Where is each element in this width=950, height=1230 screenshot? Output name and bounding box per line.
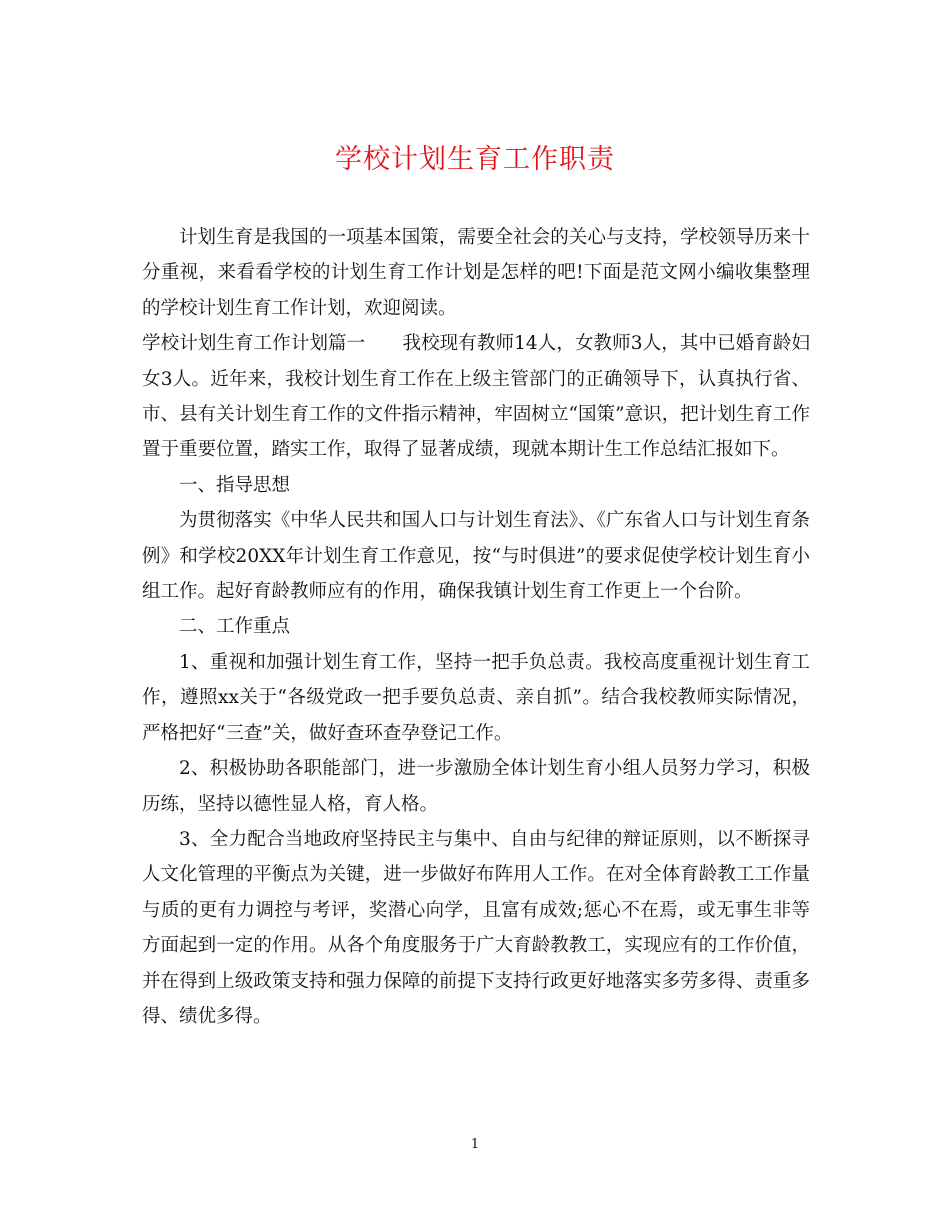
intro-paragraph: 计划生育是我国的一项基本国策，需要全社会的关心与支持，学校领导历来十分重视，来看看学校的计划生育工作计划是怎样的吧!下面是范文网小编收集整理的学校计划生育工作计划，欢迎阅读。 <box>142 227 810 319</box>
key-work-item-1: 1、重视和加强计划生育工作，坚持一把手负总责。我校高度重视计划生育工作，遵照xx关于“各级党政一把手要负总责、亲自抓”。结合我校教师实际情况，严格把好“三查”关，做好查环查孕登记工作。 <box>142 651 810 744</box>
guiding-idea-paragraph: 为贯彻落实《中华人民共和国人口与计划生育法》、《广东省人口与计划生育条例》和学校20XX年计划生育工作意见，按“与时俱进”的要求促使学校计划生育小组工作。起好育龄教师应有的作用，确保我镇计划生育工作更上一个台阶。 <box>142 510 810 603</box>
document-title: 学校计划生育工作职责 <box>335 144 615 175</box>
key-work-item-2: 2、积极协助各职能部门，进一步激励全体计划生育小组人员努力学习，积极历练，坚持以德性显人格，育人格。 <box>142 758 810 815</box>
plan-paragraph: 学校计划生育工作计划篇一 我校现有教师14人，女教师3人，其中已婚育龄妇女3人。近年来，我校计划生育工作在上级主管部门的正确领导下，认真执行省、市、县有关计划生育工作的文件指示精神，牢固树立“国策”意识，把计划生育工作置于重要位置，踏实工作，取得了显著成绩，现就本期计生工作总结汇报如下。 <box>142 333 810 461</box>
key-work-item-3: 3、全力配合当地政府坚持民主与集中、自由与纪律的辩证原则，以不断探寻人文化管理的平衡点为关键，进一步做好布阵用人工作。在对全体育龄教工工作量与质的更有力调控与考评，奖潜心向学，且富有成效;惩心不在焉，或无事生非等方面起到一定的作用。从各个角度服务于广大育龄教教工，实现应有的工作价值，并在得到上级政策支持和强力保障的前提下支持行政更好地落实多劳多得、责重多得、绩优多得。 <box>142 828 810 1027</box>
section-heading-key-work: 二、工作重点 <box>179 616 291 638</box>
page-number: 1 <box>470 1137 480 1152</box>
section-heading-guiding-idea: 一、指导思想 <box>179 474 291 496</box>
document-body <box>142 220 810 1034</box>
